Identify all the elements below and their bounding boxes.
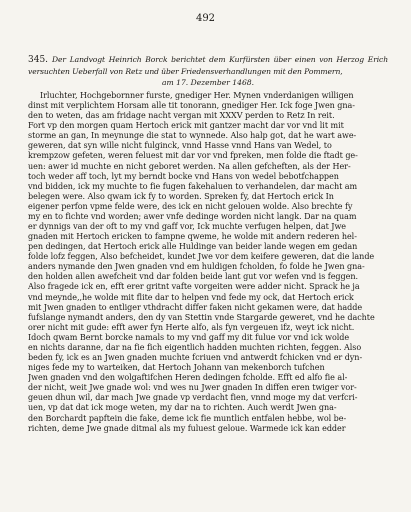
body-line: Fort vp den morgen quam Hertoch erick mit gantzer macht dar vor vnd lit mit bbox=[28, 121, 344, 131]
page-number: 492 bbox=[195, 13, 216, 24]
body-line: geweren, dat syn wille nicht fulginck, vnnd Hasse vnnd Hans van Wedel, to bbox=[28, 141, 332, 151]
body-line: en nichts daranne, dar na fie fich eigentlich hadden muchten richten, feggen. Also bbox=[28, 342, 362, 352]
body-line: der nicht, weit Jwe gnade wol: vnd wes nu Jwer gnaden In diffen eren twiger vor- bbox=[28, 383, 357, 393]
body-line: beden fy, ick es an Jwen gnaden muchte fcriuen vnd antwerdt fchicken vnd er dyn- bbox=[28, 353, 363, 363]
body-line: eigener perfon vpme felde were, des ick en nicht gelouen wolde. Also brechte fy bbox=[28, 201, 353, 211]
body-line: anders nymande den Jwen gnaden vnd em huldigen fcholden, fo folde he Jwen gna- bbox=[28, 262, 365, 272]
document-number: 345. bbox=[28, 55, 49, 65]
body-line: storme an gan, In meynunge die stat to wynnede. Also halp got, dat he wart awe- bbox=[28, 131, 357, 141]
body-line: my en to fichte vnd worden; awer vnfe dedinge worden nicht langk. Dar na quam bbox=[28, 211, 357, 221]
body-line: dinst mit verplichtem Horsam alle tit tonorann, gnediger Her. Ick foge Jwen gna- bbox=[28, 101, 355, 111]
body-line: geuen dhun wil, dar mach Jwe gnade vp verdacht fien, vnnd moge my dat verfcri- bbox=[28, 393, 358, 403]
body-line: fufslange nymandt anders, den dy van Stettin vnde Stargarde geweret, vnd he dachte bbox=[28, 312, 375, 322]
body-line: mit Jwen gnaden to entliger vthdracht differ faken nicht gekamen were, dat hadde bbox=[28, 302, 363, 312]
body-line: Idoch qwam Bernt borcke namals to my vnd gaff my dit fulue vor vnd ick wolde bbox=[28, 332, 350, 342]
body-line: niges fede my to warteiken, dat Hertoch Johann van mekenborch tufchen bbox=[28, 363, 325, 373]
heading-date: am 17. Dezember 1468. bbox=[161, 78, 255, 87]
body-line: er dynnigs van der oft to my vnd gaff vor, Ick muchte verfugen helpen, dat Jwe bbox=[28, 222, 346, 232]
body-line: vnd bidden, ick my muchte to fie fugen fakehaluen to verhandelen, dar macht am bbox=[28, 181, 358, 191]
body-line: den holden allen awefcheit vnd dar folden beide lant gut vor wefen vnd is feggen. bbox=[28, 272, 358, 282]
body-line: krempzow gefeten, weren feluest mit dar vor vnd fpreken, men folde die ftadt ge- bbox=[28, 151, 358, 161]
body-line: den Borchardt papftein die fake, deme ick fie muntlich entfalen hebbe, wol be- bbox=[28, 413, 347, 423]
body-line: orer nicht mit gude: efft awer fyn Herte alfo, als fyn vergeuen ifz, weyt ick nicht. bbox=[28, 322, 355, 332]
body-line: pen dedingen, dat Hertoch erick alle Huldinge van beider lande wegen em gedan bbox=[28, 242, 358, 252]
document-heading bbox=[28, 54, 388, 88]
body-line: uen: awer id muchte en nicht geboret werden. Na allen gefcheften, als der Her- bbox=[28, 161, 351, 171]
letter-body bbox=[28, 91, 392, 434]
body-line: Irluchter, Hochgebornner furste, gnediger Her. Mynen vnderdanigen willigen bbox=[40, 91, 354, 100]
body-line: den to weten, das am fridage nacht vergan mit XXXV perden to Retz In reit. bbox=[28, 111, 335, 121]
body-line: vnd meynde,,he wolde mit flite dar to helpen vnd fede my ock, dat Hertoch erick bbox=[28, 292, 354, 302]
heading-summary: Der Landvogt Heinrich Borck berichtet dem Kurfürsten über einen von Herzog Erich versuchten Ueberfall von Retz und über Friedensverhandlungen mit den Pommern, bbox=[28, 55, 388, 76]
body-line: folde lofz feggen, Also befcheidet, kundet Jwe vor dem keifere geweren, dat die lande bbox=[28, 252, 375, 262]
body-line: uen, vp dat dat ick moge weten, my dar na to richten. Auch werdt Jwen gna- bbox=[28, 403, 337, 413]
body-line: belegen were. Also qwam ick fy to worden. Spreken fy, dat Hertoch erick In bbox=[28, 191, 334, 201]
body-line: gnaden mit Hertoch ericken to fampne qweme, he wolde mit andern rederen hel- bbox=[28, 232, 357, 242]
body-line: toch weder aff toch, lyt my berndt bocke vnd Hans von wedel bebotfchappen bbox=[28, 171, 339, 181]
body-line: Also fragede ick en, efft erer gritnt vafte vorgeiten were adder nicht. Sprack he ja bbox=[28, 282, 360, 292]
body-line: Jwen gnaden vnd den wolgaftifchen Heren dedingen fcholde. Efft ed alfo fie al- bbox=[28, 373, 348, 383]
body-line: richten, deme Jwe gnade ditmal als my fuluest geloue. Warmede ick kan edder bbox=[28, 423, 346, 433]
